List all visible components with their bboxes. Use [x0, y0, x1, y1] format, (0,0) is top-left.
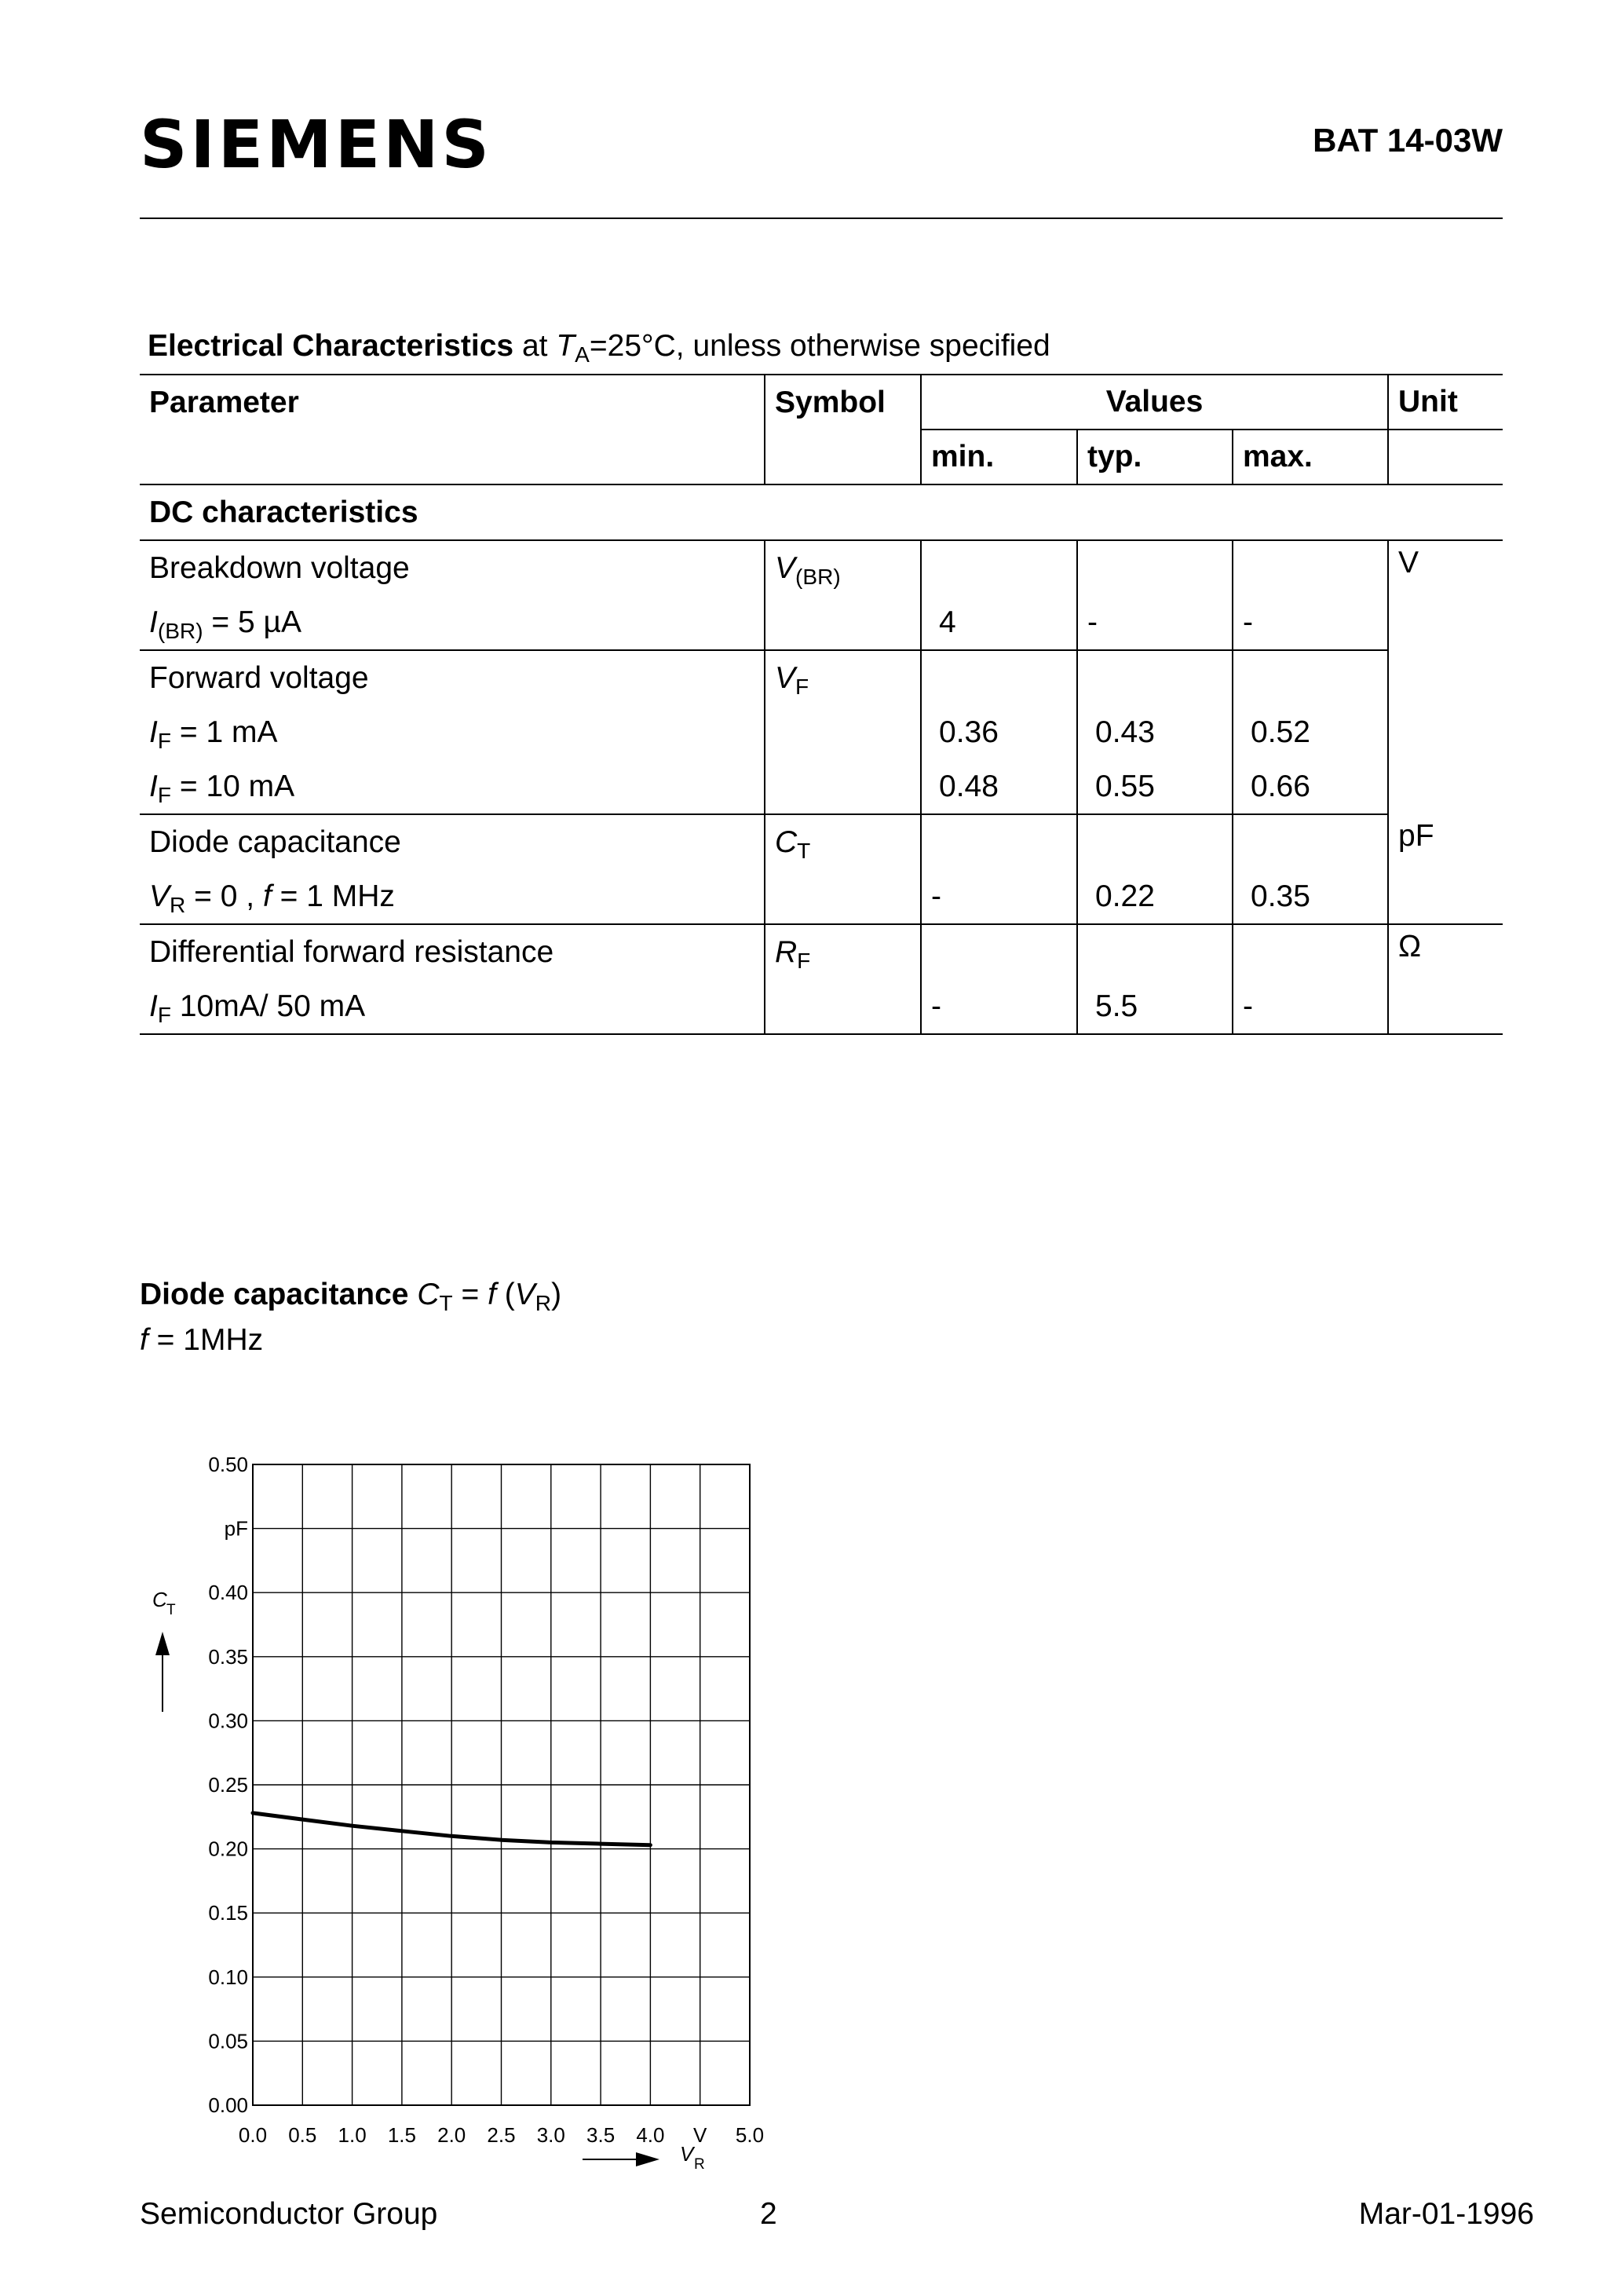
typ-value: -: [1077, 595, 1233, 650]
cond-f-symbol: f: [262, 879, 272, 913]
header-max: max.: [1233, 430, 1388, 484]
min-value: -: [921, 979, 1077, 1034]
min-value: 0.48: [921, 759, 1077, 814]
x-axis-label-sub: R: [694, 2156, 705, 2173]
typ-value: 0.43: [1077, 705, 1233, 759]
caption-symbol: T: [556, 329, 575, 363]
param-differential-forward-resistance: Differential forward resistance: [149, 934, 554, 969]
y-tick-label: 0.15: [208, 1901, 248, 1925]
x-unit-label: V: [693, 2123, 707, 2147]
param-diode-capacitance: Diode capacitance: [149, 824, 401, 859]
header-typ: typ.: [1077, 430, 1233, 484]
unit-cell: V: [1388, 540, 1503, 814]
y-tick-label: 0.20: [208, 1837, 248, 1861]
min-value: -: [921, 869, 1077, 924]
caption-bold: Electrical Characteristics: [148, 329, 514, 363]
cond-subscript: F: [157, 782, 171, 807]
x-tick-label: 0.5: [288, 2123, 317, 2147]
cond-text-2: = 1 MHz: [271, 879, 395, 913]
x-tick-label: 1.0: [338, 2123, 367, 2147]
y-axis-label: C: [152, 1588, 167, 1611]
y-tick-label: 0.50: [208, 1453, 248, 1476]
cond-subscript: F: [157, 1002, 171, 1027]
section-dc-characteristics: DC characteristics: [140, 484, 1503, 540]
chart-title-v: V: [514, 1278, 535, 1311]
y-axis-label-sub: T: [166, 1602, 176, 1618]
y-tick-label: 0.35: [208, 1644, 248, 1669]
header-min: min.: [921, 430, 1077, 484]
cond-symbol: V: [149, 879, 170, 913]
cond-symbol: I: [149, 715, 158, 749]
symbol-letter: R: [775, 934, 798, 969]
typ-value: 0.55: [1077, 759, 1233, 814]
header-values: Values: [921, 375, 1388, 430]
typ-value: 5.5: [1077, 979, 1233, 1034]
chart-title-eq: =: [452, 1278, 488, 1311]
unit-cell: pF: [1388, 814, 1503, 924]
footer-left: Semiconductor Group: [140, 2197, 438, 2231]
caption-symbol-sub: A: [575, 342, 590, 367]
cond-subscript: F: [157, 728, 171, 753]
chart-title-v-sub: R: [535, 1290, 552, 1315]
x-axis-label: V: [680, 2142, 694, 2166]
min-value: 4: [921, 595, 1077, 650]
y-tick-label: 0.05: [208, 2029, 248, 2053]
cond-text: = 10 mA: [171, 769, 295, 803]
footer-page-number: 2: [760, 2197, 777, 2231]
siemens-logo: SIEMENS: [140, 106, 492, 183]
symbol-subscript: F: [795, 674, 809, 699]
symbol-subscript: T: [797, 838, 811, 863]
symbol-subscript: (BR): [795, 564, 841, 589]
chart-sub-rest: = 1MHz: [148, 1323, 264, 1357]
caption-at: at: [513, 329, 557, 363]
header-parameter: Parameter: [140, 375, 765, 430]
chart-title-close: ): [551, 1278, 562, 1311]
param-breakdown-voltage: Breakdown voltage: [149, 550, 410, 585]
cond-subscript: (BR): [157, 618, 203, 643]
x-tick-label: 2.5: [487, 2123, 516, 2147]
y-tick-label: 0.00: [208, 2093, 248, 2117]
x-tick-label: 2.0: [437, 2123, 466, 2147]
x-tick-label: 3.5: [586, 2123, 616, 2147]
cond-text: 10mA/ 50 mA: [171, 989, 366, 1023]
cond-symbol: I: [149, 605, 158, 639]
header-unit: Unit: [1388, 375, 1503, 430]
cond-text: = 1 mA: [171, 715, 278, 749]
cond-text: = 0 ,: [185, 879, 263, 913]
cond-subscript: R: [170, 892, 186, 917]
x-tick-label: 3.0: [536, 2123, 565, 2147]
chart-title-f: f: [488, 1278, 496, 1311]
y-tick-label: 0.30: [208, 1709, 248, 1733]
typ-value: 0.22: [1077, 869, 1233, 924]
symbol-letter: V: [775, 550, 796, 585]
chart-title-open: (: [495, 1278, 515, 1311]
caption-rest: =25°C, unless otherwise specified: [589, 329, 1050, 363]
x-tick-label: 5.0: [735, 2123, 765, 2147]
symbol-letter: C: [775, 824, 798, 859]
y-unit-label: pF: [224, 1516, 248, 1541]
y-axis-arrow-head: [155, 1632, 170, 1655]
cond-text: = 5 µA: [203, 605, 302, 639]
cond-symbol: I: [149, 769, 158, 803]
y-tick-label: 0.10: [208, 1965, 248, 1989]
min-value: 0.36: [921, 705, 1077, 759]
y-tick-label: 0.40: [208, 1581, 248, 1605]
chart-title-c-sub: T: [439, 1290, 453, 1315]
chart-title-c: C: [417, 1278, 440, 1311]
max-value: -: [1233, 595, 1388, 650]
part-number: BAT 14-03W: [1313, 122, 1503, 159]
symbol-subscript: F: [797, 948, 811, 973]
cond-symbol: I: [149, 989, 158, 1023]
chart-sub-f: f: [140, 1323, 148, 1357]
y-tick-label: 0.25: [208, 1773, 248, 1797]
footer-date: Mar-01-1996: [1358, 2197, 1534, 2231]
header-symbol: Symbol: [765, 375, 921, 430]
max-value: 0.66: [1233, 759, 1388, 814]
chart-title-bold: Diode capacitance: [140, 1278, 418, 1311]
x-tick-label: 0.0: [238, 2123, 268, 2147]
max-value: 0.35: [1233, 869, 1388, 924]
unit-cell: Ω: [1388, 924, 1503, 1034]
x-tick-label: 4.0: [636, 2123, 665, 2147]
param-forward-voltage: Forward voltage: [149, 660, 369, 695]
x-axis-arrow-head: [636, 2152, 659, 2166]
x-tick-label: 1.5: [387, 2123, 416, 2147]
max-value: -: [1233, 979, 1388, 1034]
symbol-letter: V: [775, 660, 796, 695]
max-value: 0.52: [1233, 705, 1388, 759]
